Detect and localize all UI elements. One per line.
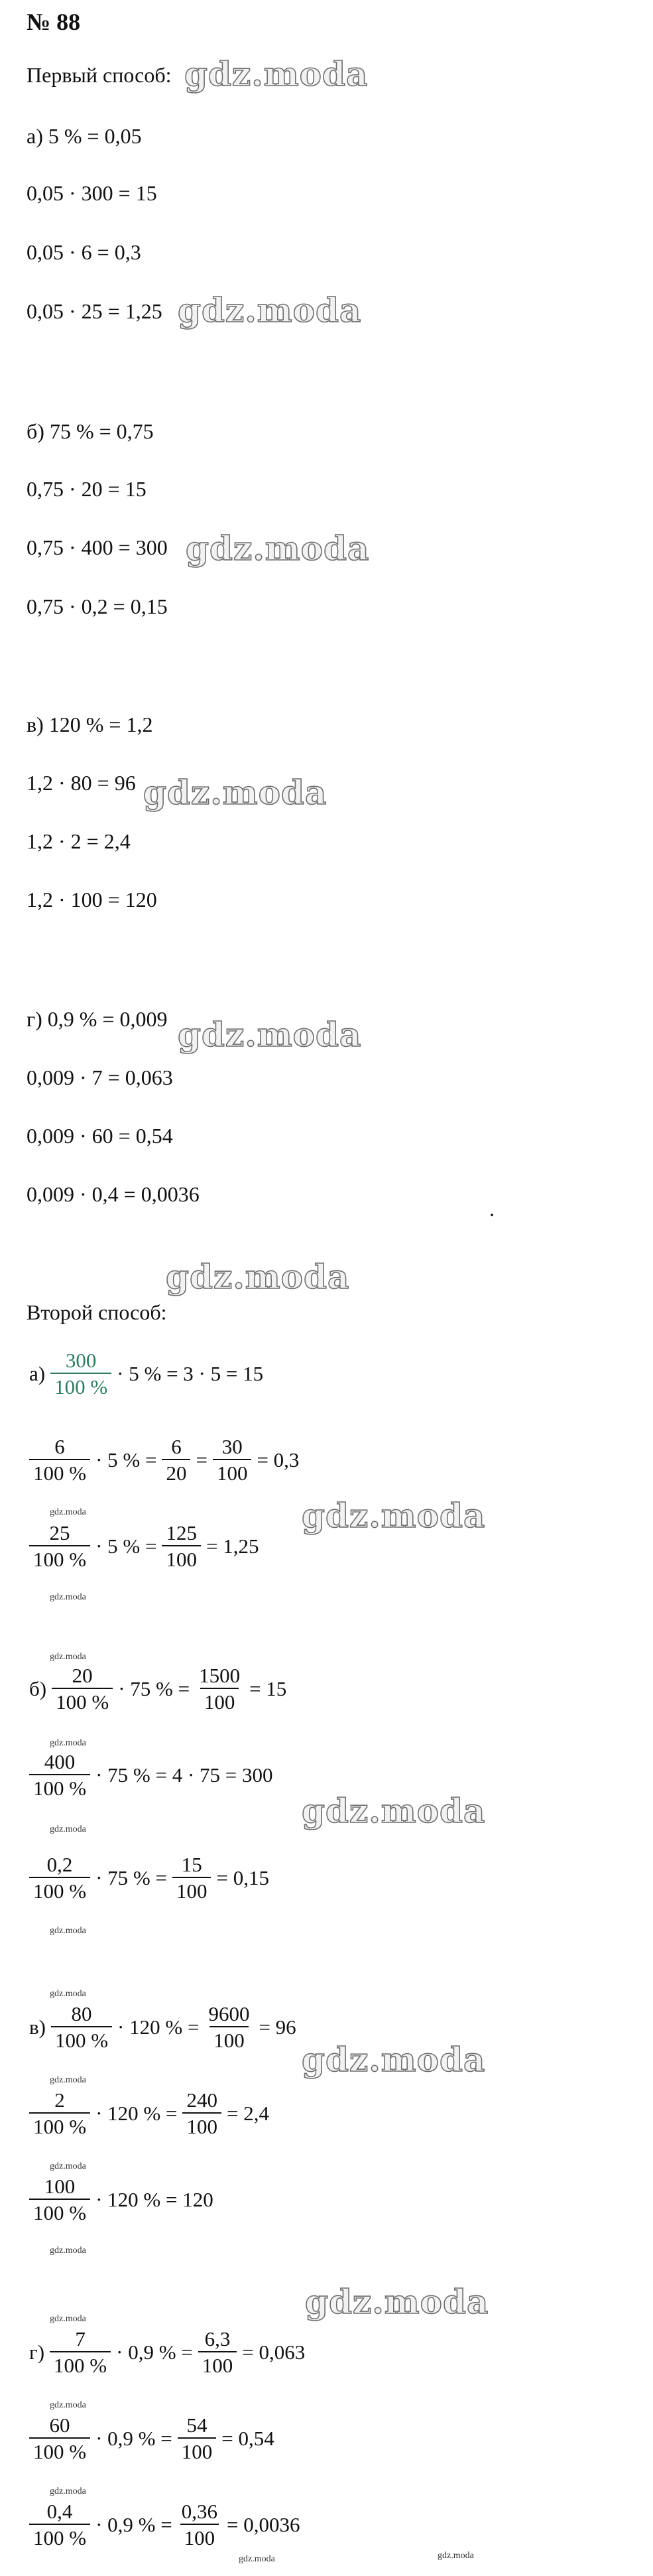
watermark: gdz.moda: [166, 1257, 350, 1296]
fraction-equation: [27, 2501, 302, 2548]
solution-line: 1,2 · 2 = 2,4: [27, 829, 131, 853]
small-watermark: gdz.moda: [438, 2551, 474, 2561]
solution-line: 1,2 · 80 = 96: [27, 771, 136, 795]
small-watermark: gdz.moda: [239, 2554, 275, 2564]
expression-text: · 120 % = 120: [95, 2187, 213, 2211]
expression-text: · 5 % = 3 · 5 = 15: [117, 1361, 264, 1385]
fraction: $\frac{100}{100 \%}$: [29, 2176, 90, 2223]
item-label: в): [29, 2015, 46, 2039]
fraction: $\frac{2}{100 \%}$: [29, 2090, 90, 2137]
expression-text: = 0,54: [221, 2426, 274, 2450]
expression-text: = 15: [249, 1676, 287, 1700]
solution-line: 0,009 · 0,4 = 0,0036: [27, 1182, 200, 1206]
expression-text: · 0,9 % =: [95, 2512, 172, 2536]
expression-text: = 0,15: [216, 1865, 269, 1889]
small-watermark: gdz.moda: [50, 2400, 86, 2410]
watermark: gdz.moda: [178, 291, 362, 330]
fraction-equation: [27, 1436, 302, 1483]
watermark: gdz.moda: [302, 1791, 486, 1830]
fraction: $\frac{20}{100 \%}$: [52, 1665, 113, 1712]
fraction: $\frac{0,36}{100}$: [178, 2501, 221, 2548]
solution-line: б) 75 % = 0,75: [27, 419, 154, 443]
watermark: gdz.moda: [186, 529, 370, 568]
fraction-equation: [27, 1751, 276, 1798]
fraction-equation: [27, 2176, 216, 2223]
stray-mark: .: [489, 1197, 495, 1221]
watermark: gdz.moda: [302, 2040, 486, 2079]
small-watermark: gdz.moda: [50, 2075, 86, 2085]
small-watermark: gdz.moda: [50, 1824, 86, 1834]
fraction: $\frac{9600}{100}$: [208, 2002, 250, 2052]
item-label: г): [29, 2340, 45, 2364]
method-two-heading: Второй способ:: [27, 1300, 167, 1324]
expression-text: · 5 % =: [95, 1534, 157, 1558]
fraction: $\frac{400}{100 \%}$: [29, 1751, 90, 1798]
expression-text: = 1,25: [206, 1534, 259, 1558]
fraction: $\frac{1500}{100}$: [199, 1664, 241, 1714]
fraction-equation: [27, 1665, 289, 1712]
small-watermark: gdz.moda: [50, 2314, 86, 2324]
item-label: б): [29, 1676, 47, 1700]
expression-text: · 120 % =: [95, 2101, 178, 2125]
solution-line: 1,2 · 100 = 120: [27, 888, 157, 912]
expression-text: · 75 % = 4 · 75 = 300: [95, 1763, 273, 1787]
fraction: $\frac{25}{100 \%}$: [29, 1523, 90, 1570]
fraction: $\frac{6}{100 \%}$: [29, 1436, 90, 1483]
small-watermark: gdz.moda: [50, 1926, 86, 1936]
expression-text: · 120 % =: [117, 2015, 200, 2039]
fraction: $\frac{6,3}{100}$: [198, 2329, 237, 2376]
expression-text: · 0,9 % =: [116, 2340, 193, 2364]
small-watermark: gdz.moda: [50, 2486, 86, 2496]
small-watermark: gdz.moda: [50, 1507, 86, 1517]
fraction: $\frac{300}{100 \%}$: [50, 1350, 111, 1397]
fraction-equation: [27, 2003, 299, 2051]
expression-text: · 5 % =: [95, 1448, 157, 1471]
method-one-heading: Первый способ:: [27, 63, 172, 87]
solution-line: 0,05 · 6 = 0,3: [27, 240, 141, 264]
expression-text: = 0,0036: [226, 2512, 300, 2536]
fraction: $\frac{30}{100}$: [213, 1436, 252, 1483]
small-watermark: gdz.moda: [50, 2246, 86, 2256]
fraction: $\frac{15}{100}$: [172, 1854, 211, 1901]
solution-line: 0,75 · 400 = 300: [27, 535, 168, 559]
expression-text: = 96: [259, 2015, 296, 2039]
small-watermark: gdz.moda: [50, 1592, 86, 1602]
expression-text: =: [196, 1448, 208, 1471]
expression-text: · 75 % =: [118, 1676, 190, 1700]
solution-line: 0,05 · 300 = 15: [27, 181, 157, 205]
fraction-equation: [27, 2090, 272, 2137]
solution-line: 0,75 · 20 = 15: [27, 477, 147, 501]
fraction-equation: [27, 1523, 261, 1570]
solution-line: а) 5 % = 0,05: [27, 124, 142, 148]
fraction: $\frac{6}{20}$: [162, 1436, 190, 1483]
small-watermark: gdz.moda: [50, 1989, 86, 1999]
fraction: $\frac{125}{100}$: [162, 1523, 201, 1570]
fraction: $\frac{60}{100 \%}$: [29, 2415, 90, 2462]
fraction-equation: [27, 1854, 272, 1901]
solution-line: 0,009 · 60 = 0,54: [27, 1124, 173, 1148]
solution-line: 0,75 · 0,2 = 0,15: [27, 594, 168, 618]
expression-text: · 0,9 % =: [95, 2426, 172, 2450]
fraction-equation: [27, 2415, 277, 2462]
page-title: № 88: [27, 9, 81, 35]
solution-line: 0,05 · 25 = 1,25: [27, 299, 162, 323]
small-watermark: gdz.moda: [50, 2161, 86, 2171]
fraction: $\frac{80}{100 \%}$: [51, 2003, 112, 2051]
small-watermark: gdz.moda: [50, 1652, 86, 1662]
fraction: $\frac{0,2}{100 \%}$: [29, 1854, 90, 1901]
expression-text: = 2,4: [226, 2101, 269, 2125]
item-label: а): [29, 1361, 46, 1385]
solution-line: г) 0,9 % = 0,009: [27, 1007, 168, 1031]
fraction: $\frac{240}{100}$: [182, 2090, 221, 2137]
fraction: $\frac{54}{100}$: [178, 2415, 217, 2462]
expression-text: = 0,3: [257, 1448, 300, 1471]
expression-text: · 75 % =: [95, 1865, 167, 1889]
solution-line: 0,009 · 7 = 0,063: [27, 1065, 173, 1089]
fraction-equation: [27, 2329, 308, 2376]
watermark: gdz.moda: [184, 54, 369, 94]
watermark: gdz.moda: [178, 1015, 362, 1054]
small-watermark: gdz.moda: [50, 1738, 86, 1748]
watermark: gdz.moda: [305, 2282, 489, 2321]
fraction-equation: [27, 1350, 266, 1397]
watermark: gdz.moda: [302, 1496, 486, 1535]
watermark: gdz.moda: [143, 773, 327, 812]
solution-line: в) 120 % = 1,2: [27, 712, 153, 736]
fraction: $\frac{0,4}{100 \%}$: [29, 2501, 90, 2548]
fraction: $\frac{7}{100 \%}$: [50, 2329, 111, 2376]
expression-text: = 0,063: [242, 2340, 306, 2364]
